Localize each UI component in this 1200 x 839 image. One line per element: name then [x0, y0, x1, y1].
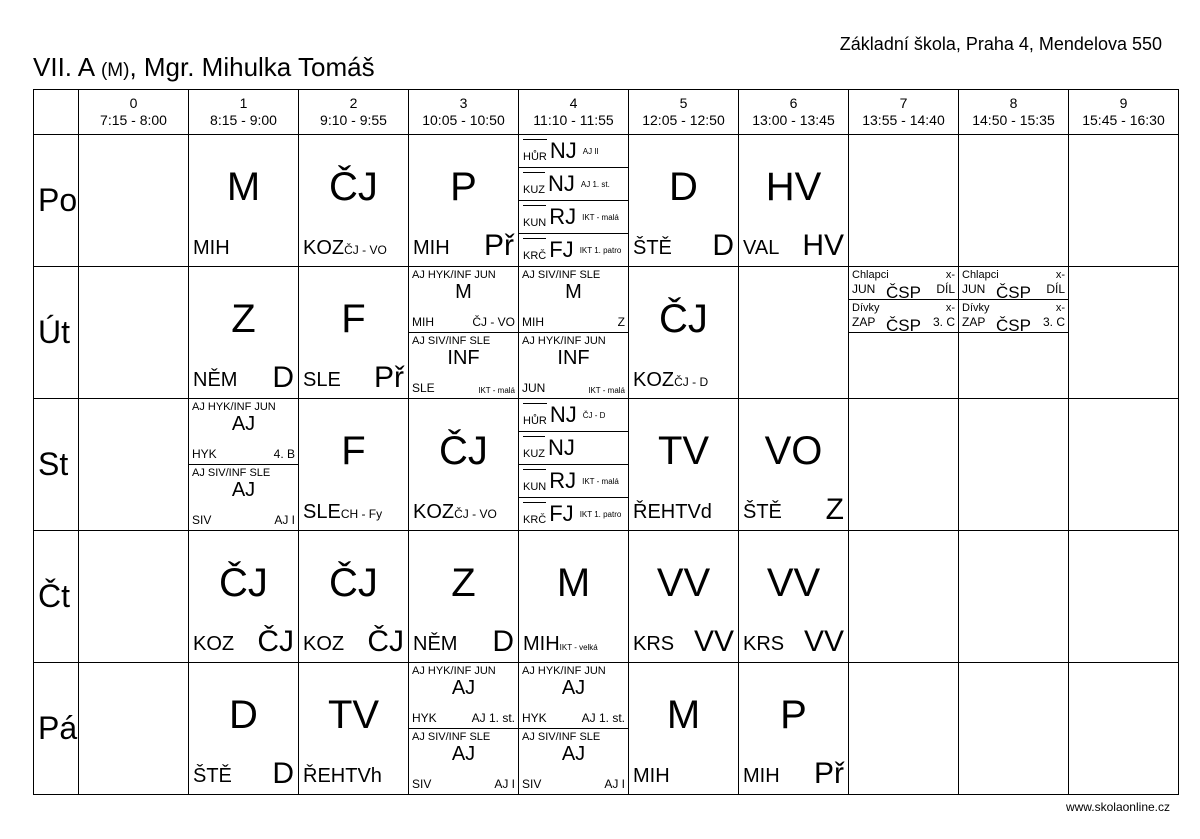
teacher: SLECH - Fy — [303, 501, 383, 523]
day-label: Čt — [34, 531, 79, 663]
subject: ČJ — [329, 561, 378, 605]
teacher: ŠTĚ — [743, 501, 782, 523]
subject: M — [556, 561, 591, 605]
lesson-cell — [629, 399, 739, 531]
room: TVd — [675, 501, 712, 523]
room: VV — [803, 625, 844, 658]
class-teacher: , Mgr. Mihulka Tomáš — [129, 52, 375, 82]
group-lesson: HŮR NJ AJ II — [519, 135, 628, 168]
teacher: MIH — [193, 237, 230, 259]
room: ČJ - D — [674, 375, 709, 389]
subject: F — [341, 429, 366, 473]
class-name: VII. A — [33, 52, 94, 82]
lesson-empty — [959, 399, 1069, 531]
room: CH - Fy — [340, 507, 383, 521]
subject: M — [226, 165, 261, 209]
lesson-cell — [299, 663, 409, 795]
day-row-pa — [34, 663, 1179, 795]
lesson-empty — [959, 663, 1069, 795]
lesson-cell — [299, 135, 409, 267]
day-label: Út — [34, 267, 79, 399]
group-lesson: KUN RJ IKT - malá — [519, 465, 628, 498]
lesson-empty — [79, 267, 189, 399]
lesson-cell — [629, 135, 739, 267]
day-label: Pá — [34, 663, 79, 795]
teacher: ŘEHTVh — [303, 765, 382, 787]
teacher: KRS — [743, 633, 785, 655]
lesson-cell — [299, 399, 409, 531]
subject: ČJ — [219, 561, 268, 605]
day-row-ct — [34, 531, 1179, 663]
lesson-cell — [409, 135, 519, 267]
room: VV — [693, 625, 734, 658]
teacher: MIH — [413, 237, 450, 259]
period-2: 2 9:10 - 9:55 — [299, 90, 409, 135]
lesson-empty — [1069, 135, 1179, 267]
lesson-empty — [959, 531, 1069, 663]
group-lesson: AJ HYK/INF JUN AJ HYK 4. B — [189, 399, 298, 465]
subject: P — [450, 165, 477, 209]
day-row-po — [34, 135, 1179, 267]
lesson-cell — [519, 531, 629, 663]
period-0: 0 7:15 - 8:00 — [79, 90, 189, 135]
room: ČJ — [257, 625, 294, 658]
period-9: 9 15:45 - 16:30 — [1069, 90, 1179, 135]
room: Př — [814, 757, 844, 790]
subject: VO — [764, 429, 823, 473]
day-label: St — [34, 399, 79, 531]
teacher: VAL — [743, 237, 780, 259]
group-lesson: HŮR NJ ČJ - D — [519, 399, 628, 432]
lesson-cell — [739, 135, 849, 267]
room: ČJ — [367, 625, 404, 658]
lesson-cell — [189, 135, 299, 267]
subject: D — [229, 693, 258, 737]
group-lesson: KUZ NJ AJ 1. st. — [519, 168, 628, 201]
group-lesson: AJ HYK/INF JUN AJ HYK AJ 1. st. — [519, 663, 628, 729]
day-row-st — [34, 399, 1179, 531]
lesson-cell-split — [519, 399, 629, 531]
lesson-empty — [849, 531, 959, 663]
subject: Z — [231, 297, 256, 341]
teacher: KRS — [633, 633, 675, 655]
class-code: (M) — [100, 60, 130, 81]
footer-url[interactable]: www.skolaonline.cz — [1065, 800, 1170, 814]
lesson-empty — [849, 399, 959, 531]
teacher: KOZČJ - D — [633, 369, 709, 391]
room: HV — [802, 229, 844, 262]
timetable — [33, 89, 1179, 795]
lesson-empty — [1069, 267, 1179, 399]
lesson-cell — [629, 663, 739, 795]
lesson-cell-split — [409, 663, 519, 795]
lesson-empty — [79, 135, 189, 267]
lesson-empty — [849, 135, 959, 267]
subject: ČJ — [439, 429, 488, 473]
group-lesson: AJ SIV/INF SLE M MIH Z — [519, 267, 628, 333]
group-lesson: KUZ NJ — [519, 432, 628, 465]
day-label: Po — [34, 135, 79, 267]
room: ČJ - VO — [344, 243, 387, 257]
lesson-empty — [1069, 399, 1179, 531]
lesson-cell-split — [519, 663, 629, 795]
teacher: KOZČJ - VO — [303, 237, 387, 259]
group-lesson: Dívky x- ČSP ZAP 3. C — [959, 300, 1068, 333]
period-7: 7 13:55 - 14:40 — [849, 90, 959, 135]
group-lesson: AJ SIV/INF SLE AJ SIV AJ I — [412, 731, 515, 791]
group-lesson: Dívky x- ČSP ZAP 3. C — [849, 300, 958, 333]
lesson-cell — [409, 531, 519, 663]
subject: HV — [765, 165, 822, 209]
teacher: ŘEHTVd — [633, 501, 712, 523]
teacher: SLE — [303, 369, 341, 391]
room: IKT - velká — [559, 643, 598, 652]
lesson-empty — [849, 663, 959, 795]
lesson-cell — [739, 663, 849, 795]
teacher: KOZ — [193, 633, 235, 655]
subject: F — [341, 297, 366, 341]
lesson-cell — [629, 531, 739, 663]
lesson-cell — [189, 663, 299, 795]
teacher: NĚM — [193, 369, 238, 391]
room: D — [492, 625, 514, 658]
subject: VV — [656, 561, 711, 605]
teacher: NĚM — [413, 633, 458, 655]
period-header-row — [34, 90, 1179, 135]
corner-cell — [34, 90, 79, 135]
lesson-cell-split — [189, 399, 299, 531]
group-lesson: AJ HYK/INF JUN AJ HYK AJ 1. st. — [409, 663, 518, 729]
room: D — [272, 361, 294, 394]
lesson-cell — [629, 267, 739, 399]
teacher: ŠTĚ — [633, 237, 672, 259]
subject: VV — [766, 561, 821, 605]
group-lesson: KRČ FJ IKT 1. patro — [523, 237, 622, 262]
subject: ČJ — [659, 297, 708, 341]
room: ČJ - VO — [454, 507, 497, 521]
lesson-empty — [1069, 531, 1179, 663]
room: D — [712, 229, 734, 262]
lesson-cell-split — [409, 267, 519, 399]
lesson-cell — [189, 531, 299, 663]
group-lesson: AJ HYK/INF JUN M MIH ČJ - VO — [409, 267, 518, 333]
subject: P — [780, 693, 807, 737]
period-5: 5 12:05 - 12:50 — [629, 90, 739, 135]
lesson-empty — [79, 663, 189, 795]
period-6: 6 13:00 - 13:45 — [739, 90, 849, 135]
subject: D — [669, 165, 698, 209]
subject: TV — [657, 429, 710, 473]
lesson-cell — [739, 399, 849, 531]
group-lesson: AJ SIV/INF SLE AJ SIV AJ I — [192, 467, 295, 527]
lesson-cell — [299, 267, 409, 399]
room: Př — [374, 361, 404, 394]
lesson-empty — [79, 399, 189, 531]
lesson-empty — [959, 135, 1069, 267]
group-lesson: KUN RJ IKT - malá — [519, 201, 628, 234]
subject: Z — [451, 561, 476, 605]
teacher: MIH — [633, 765, 670, 787]
lesson-cell — [189, 267, 299, 399]
period-1: 1 8:15 - 9:00 — [189, 90, 299, 135]
day-row-ut — [34, 267, 1179, 399]
teacher: ŠTĚ — [193, 765, 232, 787]
period-3: 3 10:05 - 10:50 — [409, 90, 519, 135]
teacher: KOZ — [303, 633, 345, 655]
period-8: 8 14:50 - 15:35 — [959, 90, 1069, 135]
lesson-cell-split — [959, 267, 1069, 399]
lesson-empty — [1069, 663, 1179, 795]
period-4: 4 11:10 - 11:55 — [519, 90, 629, 135]
group-lesson: AJ SIV/INF SLE AJ SIV AJ I — [522, 731, 625, 791]
room: Př — [484, 229, 514, 262]
lesson-cell-split — [849, 267, 959, 399]
subject: ČJ — [329, 165, 378, 209]
group-lesson: KRČ FJ IKT 1. patro — [523, 501, 622, 526]
teacher: MIH — [743, 765, 780, 787]
class-title — [33, 52, 375, 83]
lesson-empty — [739, 267, 849, 399]
teacher: MIHIKT - velká — [523, 633, 598, 655]
group-lesson: Chlapci x- ČSP JUN DÍL — [849, 267, 958, 300]
subject: TV — [327, 693, 380, 737]
subject: M — [666, 693, 701, 737]
group-lesson: Chlapci x- ČSP JUN DÍL — [959, 267, 1068, 300]
teacher: KOZČJ - VO — [413, 501, 497, 523]
school-name: Základní škola, Praha 4, Mendelova 550 — [839, 34, 1162, 54]
lesson-cell-split — [519, 135, 629, 267]
lesson-cell — [739, 531, 849, 663]
group-lesson: AJ HYK/INF JUN INF JUN IKT - malá — [522, 335, 625, 395]
lesson-cell — [409, 399, 519, 531]
room: Z — [825, 493, 844, 526]
lesson-cell-split — [519, 267, 629, 399]
lesson-empty — [79, 531, 189, 663]
room: D — [272, 757, 294, 790]
group-lesson: AJ SIV/INF SLE INF SLE IKT - malá — [412, 335, 515, 395]
room: TVh — [345, 765, 382, 787]
lesson-cell — [299, 531, 409, 663]
